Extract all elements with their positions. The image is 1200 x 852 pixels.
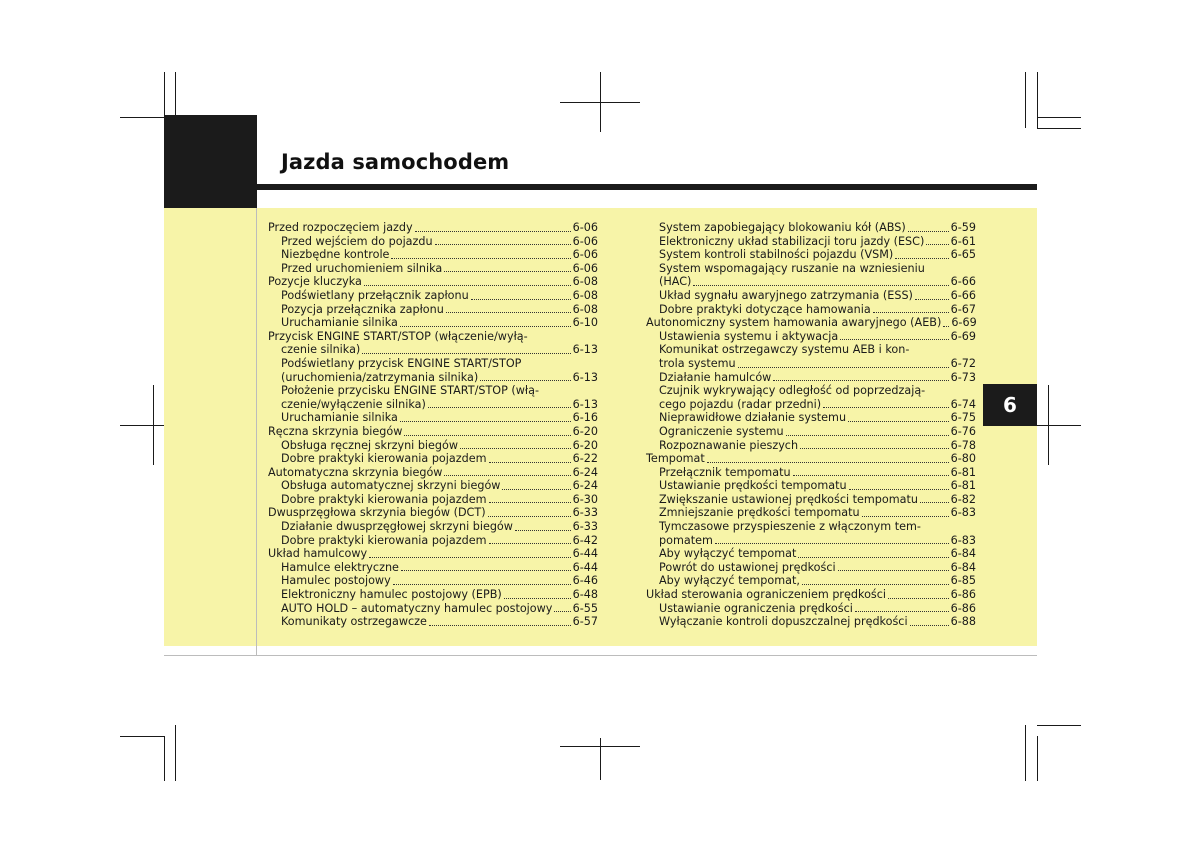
crop-mark [120,736,164,737]
toc-entry-label: Obsługa ręcznej skrzyni biegów [281,438,459,452]
dot-leader [444,475,570,476]
toc-entry-continued: System wspomagający ruszanie na wzniesieniu [659,261,925,275]
toc-entry[interactable] [268,262,598,276]
toc-entry-page: 6-24 [572,479,598,493]
toc-entry-label: Ustawienia systemu i aktywacja [659,329,839,343]
toc-entry-page: 6-44 [572,560,598,574]
toc-entry-label: Wyłączanie kontroli dopuszczalnej prędkości [659,615,908,629]
toc-entry[interactable] [268,343,598,357]
toc-entry-page: 6-08 [572,275,598,289]
dot-leader [862,516,949,517]
toc-entry[interactable] [268,466,598,480]
toc-entry-page: 6-55 [572,601,598,615]
toc-entry-label: pomatem [659,533,713,547]
dot-leader [504,598,571,599]
toc-entry-page: 6-83 [950,506,976,520]
toc-entry-page: 6-06 [572,248,598,262]
toc-entry-page: 6-69 [951,316,977,330]
toc-entry-label: Dobre praktyki kierowania pojazdem [281,452,487,466]
toc-entry-page: 6-78 [950,438,976,452]
dot-leader [873,312,949,313]
toc-entry-page: 6-22 [572,452,598,466]
dot-leader [401,570,571,571]
dot-leader [471,299,571,300]
toc-entry-label: Elektroniczny hamulec postojowy (EPB) [281,588,502,602]
toc-entry-label: Zwiększanie ustawionej prędkości tempomatu [659,492,918,506]
toc-entry[interactable] [646,602,976,616]
crop-mark [1037,425,1081,426]
toc-entry-label: Elektroniczny układ stabilizacji toru jazdy (ESC) [659,234,925,248]
crop-mark [1037,117,1081,118]
toc-entry-label: Niezbędne kontrole [281,248,390,262]
crop-mark [1025,72,1026,128]
dot-leader [823,407,948,408]
dot-leader [444,271,570,272]
toc-entry[interactable] [268,289,598,303]
toc-entry[interactable] [646,439,976,453]
toc-entry-page: 6-66 [950,275,976,289]
dot-leader [393,584,571,585]
toc-entry-page: 6-69 [950,329,976,343]
toc-entry-page: 6-48 [572,588,598,602]
dot-leader [400,326,571,327]
toc-entry-page: 6-82 [950,492,976,506]
toc-entry[interactable] [646,330,976,344]
toc-entry-label: Nieprawidłowe działanie systemu [659,411,847,425]
toc-entry[interactable] [268,547,598,561]
toc-entry-page: 6-86 [950,601,976,615]
dot-leader [715,543,949,544]
dot-leader [554,611,570,612]
dot-leader [926,244,948,245]
toc-entry[interactable] [268,248,598,262]
crop-mark [1037,128,1081,129]
crop-mark [1037,725,1081,726]
toc-entry-label: Działanie dwusprzęgłowej skrzyni biegów [281,520,513,534]
toc-entry[interactable] [646,275,976,289]
dot-leader [446,312,571,313]
toc-entry-label: Działanie hamulców [659,370,772,384]
toc-entry-label: Obsługa automatycznej skrzyni biegów [281,479,501,493]
toc-entry-page: 6-85 [950,574,976,588]
toc-entry[interactable] [646,506,976,520]
toc-entry-page: 6-20 [572,438,598,452]
toc-entry-page: 6-73 [950,370,976,384]
dot-leader [707,462,949,463]
toc-entry[interactable] [268,479,598,493]
toc-entry-label: trola systemu [659,356,736,370]
dot-leader [840,339,948,340]
margin-divider [256,208,257,656]
dot-leader [369,557,570,558]
dot-leader [793,475,949,476]
toc-entry-page: 6-84 [950,547,976,561]
dot-leader [428,407,571,408]
crop-mark [164,72,165,117]
toc-entry[interactable] [646,289,976,303]
toc-entry-page: 6-33 [572,520,598,534]
toc-entry-continued: Czujnik wykrywający odległość od poprzedzają- [659,384,926,398]
toc-entry-label: Uruchamianie silnika [281,411,398,425]
toc-entry-page: 6-16 [572,411,598,425]
toc-column-right [646,221,976,629]
toc-entry-page: 6-61 [950,234,976,248]
dot-leader [404,435,570,436]
footer-divider [164,655,1037,656]
toc-entry-page: 6-65 [950,248,976,262]
dot-leader [848,421,949,422]
toc-entry-label: Dwusprzęgłowa skrzynia biegów (DCT) [268,506,486,520]
toc-entry-label: Ręczna skrzynia biegów [268,424,403,438]
toc-entry-label: Przełącznik tempomatu [659,465,791,479]
toc-entry[interactable] [268,520,598,534]
toc-entry-continued: Tymczasowe przyspieszenie z włączonym tem- [659,520,921,534]
toc-entry-label: Komunikaty ostrzegawcze [281,615,427,629]
crop-mark [120,117,164,118]
dot-leader [429,625,571,626]
toc-entry-label: Podświetlany przełącznik zapłonu [281,288,469,302]
toc-entry-page: 6-08 [572,302,598,316]
toc-entry-page: 6-80 [950,452,976,466]
dot-leader [362,353,570,354]
toc-entry-page: 6-72 [950,356,976,370]
toc-entry[interactable] [268,439,598,453]
toc-entry-label: cego pojazdu (radar przedni) [659,397,822,411]
toc-entry-label: System kontroli stabilności pojazdu (VSM) [659,248,894,262]
toc-entry[interactable] [268,235,598,249]
toc-entry-page: 6-42 [572,533,598,547]
header-block [164,115,257,209]
toc-entry[interactable] [646,316,976,330]
toc-entry-page: 6-10 [572,316,598,330]
dot-leader [802,584,949,585]
toc-entry[interactable] [646,493,976,507]
toc-entry[interactable] [646,235,976,249]
toc-entry-page: 6-06 [572,221,598,234]
dot-leader [502,489,570,490]
toc-entry-label: Ustawianie ograniczenia prędkości [659,601,853,615]
toc-entry[interactable] [646,248,976,262]
toc-entry-page: 6-46 [572,574,598,588]
toc-entry-page: 6-06 [572,261,598,275]
toc-entry[interactable] [646,466,976,480]
toc-entry[interactable] [646,615,976,629]
toc-entry-continued: Podświetlany przycisk ENGINE START/STOP [281,356,522,370]
dot-leader [915,299,949,300]
toc-entry-label: System zapobiegający blokowaniu kół (ABS) [659,221,906,234]
toc-entry-page: 6-57 [572,615,598,629]
toc-entry-label: Pozycje kluczyka [268,275,362,289]
toc-entry-label: Automatyczna skrzynia biegów [268,465,443,479]
dot-leader [855,611,949,612]
toc-entry[interactable] [268,506,598,520]
toc-entry-label: Hamulec postojowy [281,574,391,588]
toc-entry[interactable] [646,534,976,548]
toc-entry-label: Uruchamianie silnika [281,316,398,330]
toc-entry-label: Pozycja przełącznika zapłonu [281,302,444,316]
toc-entry-label: Powrót do ustawionej prędkości [659,560,836,574]
dot-leader [489,543,571,544]
crop-mark [1037,72,1038,128]
toc-entry-page: 6-59 [950,221,976,234]
dot-leader [489,502,571,503]
toc-entry[interactable] [646,561,976,575]
toc-entry-label: Układ sygnału awaryjnego zatrzymania (ESS) [659,288,913,302]
crop-mark [175,725,176,781]
toc-entry-label: Ograniczenie systemu [659,424,784,438]
crop-mark [120,425,164,426]
toc-entry[interactable] [268,425,598,439]
toc-entry[interactable] [646,411,976,425]
toc-entry-page: 6-33 [572,506,598,520]
toc-entry-page: 6-81 [950,479,976,493]
toc-column-left [268,221,598,629]
toc-entry-page: 6-76 [950,424,976,438]
toc-entry-label: Aby wyłączyć tempomat, [659,574,800,588]
toc-entry-label: AUTO HOLD – automatyczny hamulec postojowy [281,601,553,615]
toc-entry-label: (HAC) [659,275,692,289]
crop-mark [560,102,640,103]
toc-entry-label: Aby wyłączyć tempomat [659,547,797,561]
toc-entry-page: 6-24 [572,465,598,479]
toc-entry-page: 6-75 [950,411,976,425]
toc-entry[interactable] [268,493,598,507]
toc-entry-label: Przed wejściem do pojazdu [281,234,433,248]
toc-entry-page: 6-88 [950,615,976,629]
dot-leader [888,598,949,599]
crop-mark [600,738,601,780]
toc-entry[interactable] [268,316,598,330]
toc-entry[interactable] [268,221,598,235]
toc-entry-label: czenie silnika) [281,343,361,357]
toc-entry-page: 6-86 [950,588,976,602]
toc-entry-label: Układ sterowania ograniczeniem prędkości [646,588,887,602]
toc-entry[interactable] [646,588,976,602]
toc-entry-continued: Przycisk ENGINE START/STOP (włączenie/wyłą- [268,329,528,343]
toc-entry-label: Autonomiczny system hamowania awaryjnego (AEB) [646,316,942,330]
toc-entry[interactable] [646,303,976,317]
dot-leader [908,231,949,232]
dot-leader [786,435,949,436]
dot-leader [515,530,571,531]
dot-leader [488,516,571,517]
dot-leader [364,285,571,286]
toc-entry[interactable] [268,615,598,629]
toc-entry-label: Dobre praktyki kierowania pojazdem [281,492,487,506]
toc-entry-page: 6-84 [950,560,976,574]
toc-entry-label: Tempomat [646,452,705,466]
toc-entry[interactable] [268,452,598,466]
toc-entry-page: 6-08 [572,288,598,302]
toc-entry[interactable] [646,357,976,371]
dot-leader [773,380,948,381]
dot-leader [693,285,948,286]
toc-entry-page: 6-81 [950,465,976,479]
dot-leader [415,231,571,232]
dot-leader [489,462,571,463]
toc-entry-label: Układ hamulcowy [268,547,368,561]
toc-entry-page: 6-20 [572,424,598,438]
toc-entry-page: 6-44 [572,547,598,561]
toc-entry[interactable] [646,452,976,466]
dot-leader [460,448,571,449]
toc-entry-page: 6-83 [950,533,976,547]
toc-entry-continued: Komunikat ostrzegawczy systemu AEB i kon- [659,343,910,357]
chapter-tab: 6 [983,384,1037,426]
toc-entry-label: Ustawianie prędkości tempomatu [659,479,847,493]
dot-leader [400,421,571,422]
toc-entry-label: Przed uruchomieniem silnika [281,261,443,275]
dot-leader [895,258,948,259]
toc-entry[interactable] [646,547,976,561]
dot-leader [943,326,949,327]
dot-leader [435,244,571,245]
toc-entry[interactable] [646,479,976,493]
toc-entry[interactable] [646,371,976,385]
toc-entry[interactable] [646,221,976,235]
crop-mark [1037,736,1038,781]
title-divider [257,184,1037,190]
crop-mark [560,746,640,747]
toc-entry-label: (uruchomienia/zatrzymania silnika) [281,370,479,384]
toc-entry[interactable] [646,574,976,588]
dot-leader [910,625,949,626]
toc-entry-label: Zmniejszanie prędkości tempomatu [659,506,860,520]
toc-entry[interactable] [268,574,598,588]
toc-entry-page: 6-67 [950,302,976,316]
toc-entry-label: Dobre praktyki kierowania pojazdem [281,533,487,547]
page-title: Jazda samochodem [281,150,510,174]
toc-entry[interactable] [268,398,598,412]
toc-entry[interactable] [268,411,598,425]
toc-entry-label: Rozpoznawanie pieszych [659,438,799,452]
crop-mark [164,736,165,781]
dot-leader [391,258,570,259]
toc-entry[interactable] [646,398,976,412]
toc-entry-page: 6-74 [950,397,976,411]
toc-entry[interactable] [268,602,598,616]
dot-leader [480,380,570,381]
dot-leader [920,502,949,503]
toc-entry[interactable] [268,303,598,317]
toc-entry-continued: Położenie przycisku ENGINE START/STOP (włą- [281,384,539,398]
dot-leader [800,448,949,449]
toc-entry-page: 6-13 [572,370,598,384]
toc-entry-label: Hamulce elektryczne [281,560,399,574]
toc-entry-page: 6-13 [572,343,598,357]
toc-entry[interactable] [268,534,598,548]
toc-entry-page: 6-06 [572,234,598,248]
dot-leader [849,489,949,490]
toc-entry-label: Przed rozpoczęciem jazdy [268,221,413,234]
toc-entry[interactable] [268,371,598,385]
toc-entry-label: czenie/wyłączenie silnika) [281,397,426,411]
toc-entry-page: 6-13 [572,397,598,411]
dot-leader [838,570,949,571]
dot-leader [738,367,949,368]
toc-entry[interactable] [268,561,598,575]
toc-entry[interactable] [268,588,598,602]
toc-entry[interactable] [646,425,976,439]
crop-mark [1025,725,1026,781]
toc-entry[interactable] [268,275,598,289]
toc-entry-page: 6-30 [572,492,598,506]
dot-leader [798,557,948,558]
toc-entry-page: 6-66 [950,288,976,302]
toc-entry-label: Dobre praktyki dotyczące hamowania [659,302,871,316]
